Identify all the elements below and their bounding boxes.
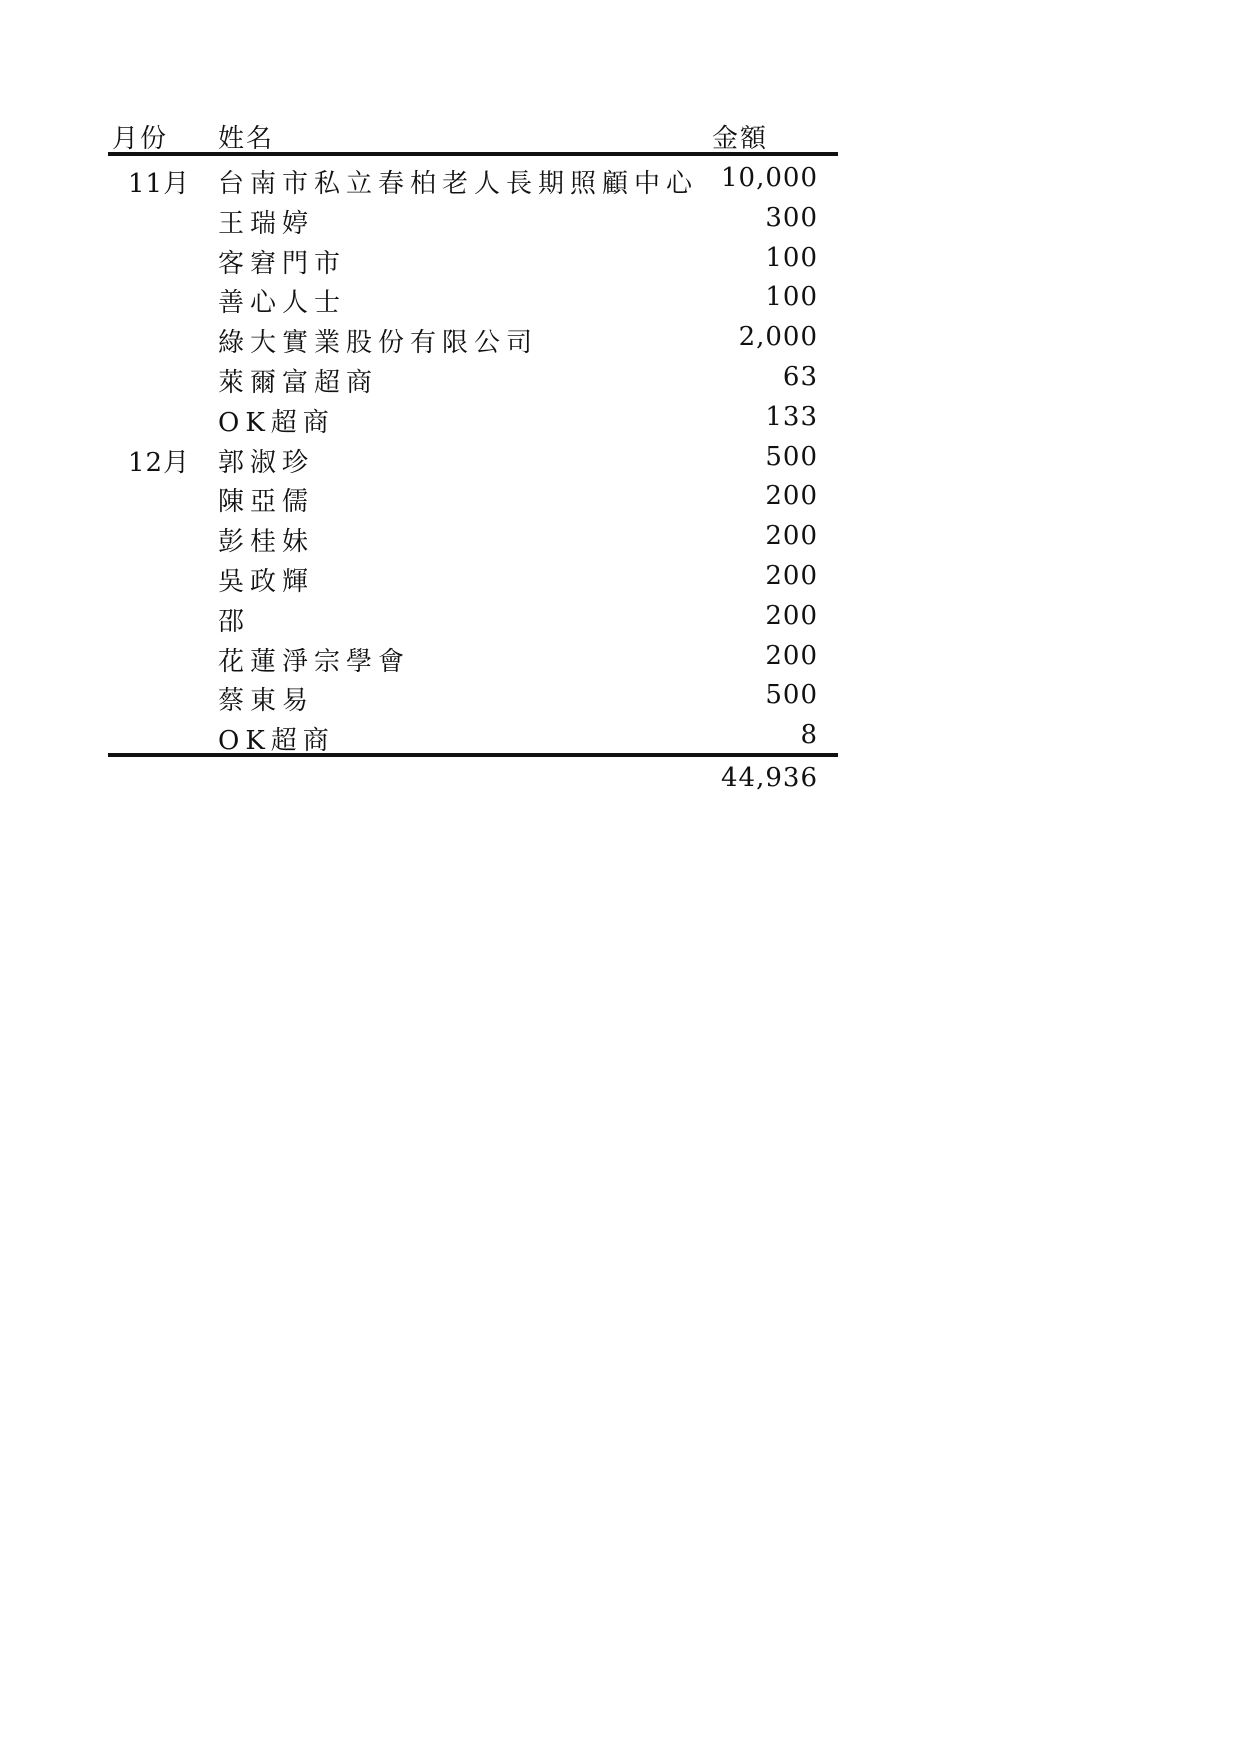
month-cell: 11月 (128, 169, 191, 199)
name-cell: 彭桂妹 (218, 527, 315, 558)
name-cell: 陳亞儒 (218, 487, 315, 518)
name-cell: 萊爾富超商 (218, 367, 379, 398)
name-cell: OK超商 (218, 407, 335, 438)
amount-cell: 200 (765, 560, 818, 591)
name-cell: 吳政輝 (218, 566, 315, 597)
name-cell: 王瑞婷 (218, 208, 315, 239)
amount-cell: 200 (765, 600, 818, 631)
table-row (108, 634, 838, 677)
name-cell: 蔡東易 (218, 686, 315, 717)
amount-cell: 63 (782, 361, 818, 392)
amount-cell: 2,000 (738, 322, 818, 353)
amount-column-header: 金額 (712, 124, 769, 154)
table-row (108, 514, 838, 558)
donation-table (108, 112, 838, 797)
table-row (108, 713, 838, 757)
name-cell: 客窘門市 (218, 248, 347, 279)
amount-cell: 133 (765, 401, 818, 432)
table-row (108, 355, 838, 398)
name-cell: OK超商 (218, 726, 335, 757)
name-cell: 台南市私立春柏老人長期照顧中心 (218, 169, 699, 199)
table-row (108, 275, 838, 319)
name-cell: 善心人士 (218, 288, 347, 319)
amount-cell: 10,000 (721, 163, 818, 193)
table-header (108, 112, 838, 156)
total-row (108, 757, 838, 797)
name-cell: 邵 (218, 606, 251, 637)
table-row (108, 395, 838, 438)
table-row (108, 435, 838, 478)
table-row (108, 236, 838, 279)
name-column-header: 姓名 (218, 124, 275, 154)
amount-cell: 200 (765, 640, 818, 671)
amount-cell: 300 (765, 202, 818, 233)
table-row (108, 474, 838, 518)
name-cell: 綠大實業股份有限公司 (218, 328, 539, 359)
table-body (108, 156, 838, 757)
table-row (108, 554, 838, 597)
table-row (108, 315, 838, 359)
table-row (108, 196, 838, 239)
table-row (108, 594, 838, 637)
amount-cell: 200 (765, 521, 818, 552)
amount-cell: 8 (800, 720, 818, 751)
name-cell: 郭淑珍 (218, 447, 315, 478)
name-cell: 花蓮淨宗學會 (218, 646, 411, 677)
table-row (108, 156, 838, 199)
amount-cell: 100 (765, 242, 818, 273)
month-column-header: 月份 (112, 124, 169, 154)
table-row (108, 673, 838, 717)
amount-cell: 100 (765, 282, 818, 313)
amount-cell: 200 (765, 481, 818, 512)
amount-cell: 500 (765, 680, 818, 711)
total-amount: 44,936 (721, 762, 818, 793)
amount-cell: 500 (765, 441, 818, 472)
month-cell: 12月 (128, 447, 191, 478)
